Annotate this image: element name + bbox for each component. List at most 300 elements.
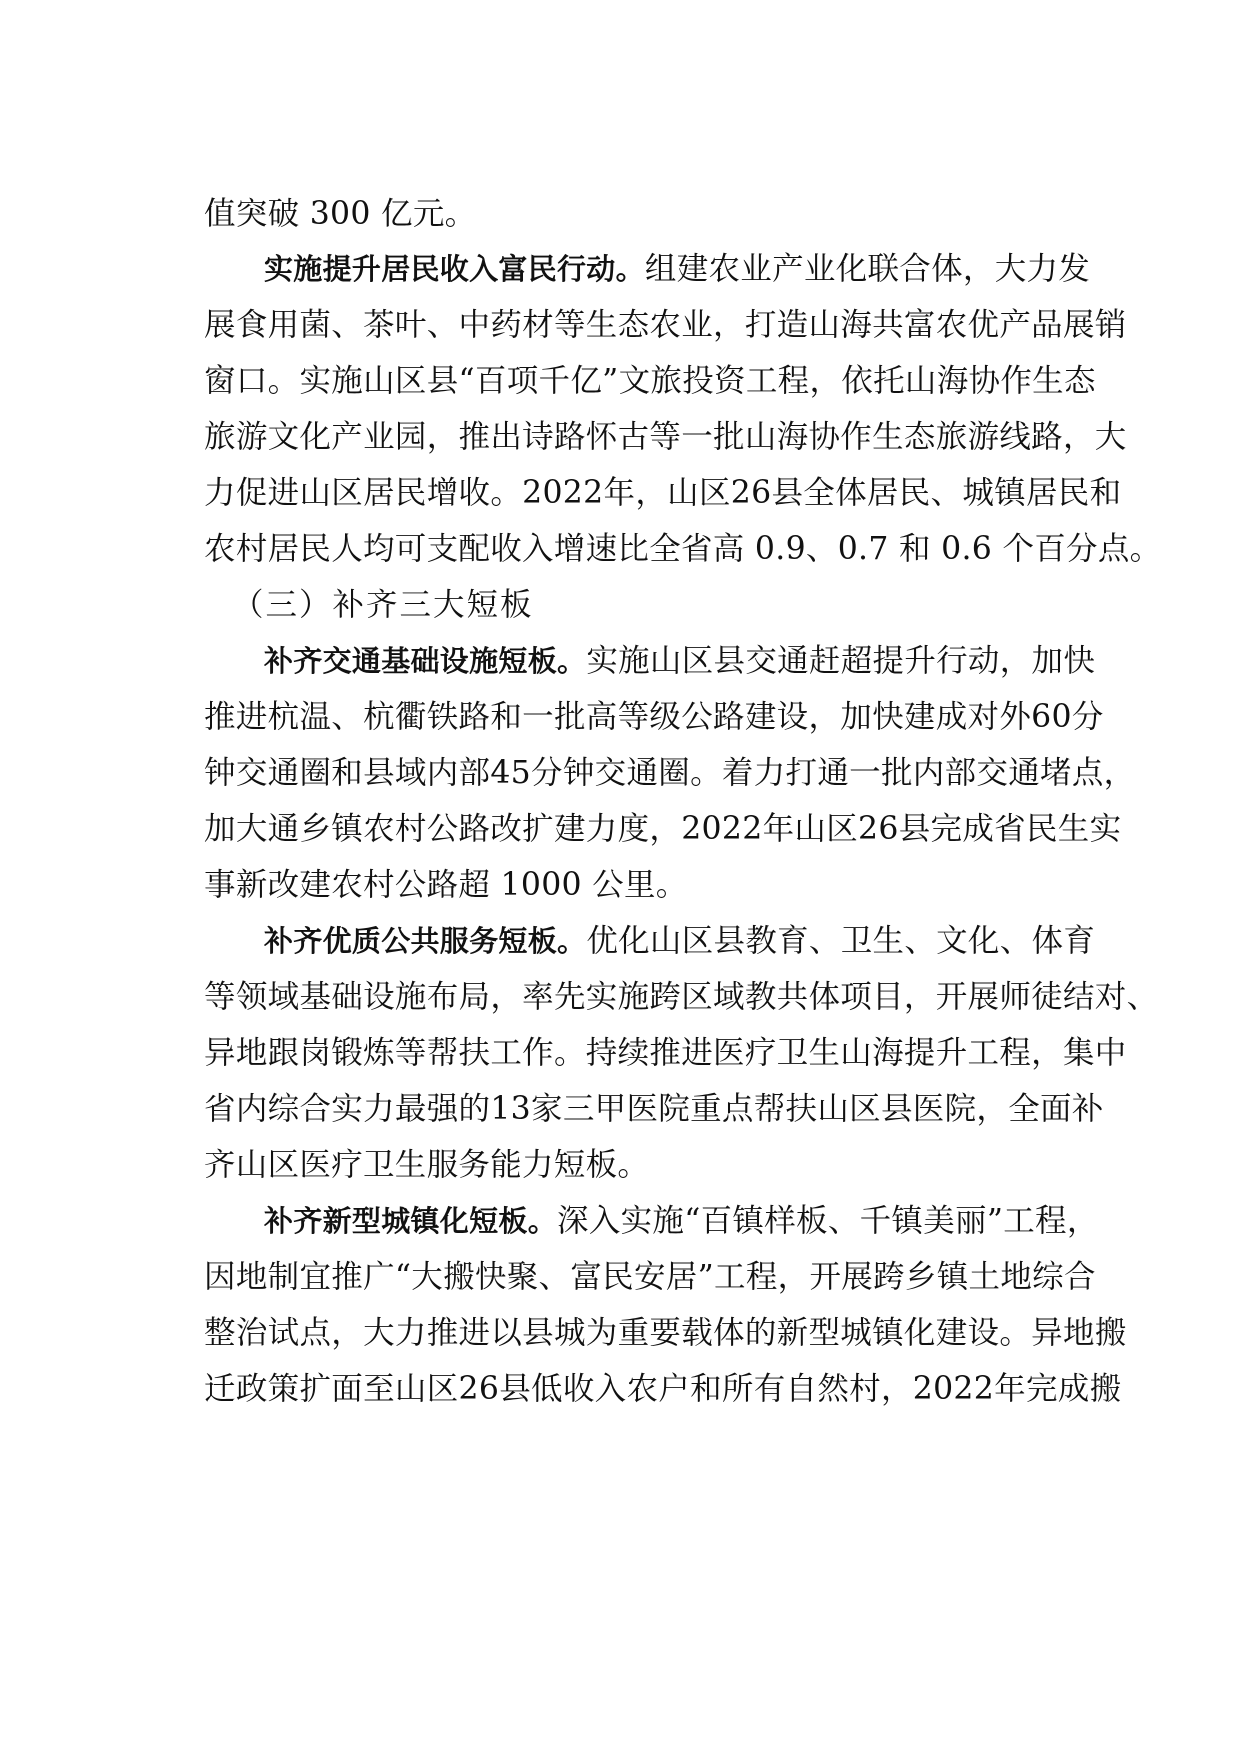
glyph: 、 [1126,979,1159,1015]
glyph: 态 [1063,363,1096,399]
glyph: 新 [776,1315,809,1351]
glyph: 有 [753,1371,786,1407]
text-segment: 实施山区县交通赶超提升行动，加快 [586,643,1096,679]
glyph: 领 [235,979,268,1015]
glyph: 化 [299,419,332,455]
glyph: 搬 [1094,1315,1127,1351]
glyph: 工 [967,1035,1000,1071]
glyph: 温 [299,699,332,735]
glyph: 杭 [267,699,300,735]
glyph: 所 [721,1371,754,1407]
glyph: 杭 [363,699,395,735]
glyph: 通 [267,755,300,791]
glyph: 成 [962,811,995,847]
glyph: 家 [531,1091,563,1127]
glyph: 师 [999,979,1032,1015]
text-segment: 深入实施“百镇样板、千镇美丽”工程， [557,1203,1099,1239]
glyph: 作 [840,419,873,455]
glyph: 医 [912,1091,945,1127]
glyph: 实 [299,363,332,399]
glyph: 进 [267,475,300,511]
glyph: “ [458,363,475,399]
glyph: ， [1103,755,1136,791]
glyph: 三 [562,1091,595,1127]
glyph: 态 [617,307,650,343]
glyph: 建 [744,699,777,735]
glyph: 内 [235,1091,268,1127]
glyph: 销 [1094,307,1127,343]
glyph: 率 [522,979,554,1015]
glyph: 民 [602,1259,634,1295]
glyph: 岗 [299,1035,332,1071]
glyph: 工 [490,1035,523,1071]
glyph: 县 [363,755,395,791]
text-segment: 组建农业产业化联合体，大力发 [644,251,1091,287]
glyph: 山 [808,307,841,343]
glyph: 铁 [426,699,459,735]
glyph: 批 [553,699,586,735]
glyph: 打 [744,307,777,343]
glyph: 文 [618,363,651,399]
glyph: 地 [235,1035,268,1071]
glyph: 搬 [1089,1371,1122,1407]
glyph: 加 [840,699,873,735]
glyph: 和 [690,1371,722,1407]
glyph: 2022 [522,475,604,511]
glyph: 山 [817,1091,850,1127]
glyph: 区 [698,475,731,511]
glyph: 体 [808,979,841,1015]
glyph: 县 [771,475,804,511]
glyph: 县 [426,363,459,399]
text-line [204,417,1127,457]
glyph: 异 [1031,1315,1063,1351]
glyph: 安 [633,1259,666,1295]
glyph: 。 [267,363,300,399]
glyph: 域 [267,979,300,1015]
paragraph-lead-title: 补齐优质公共服务短板。 [264,924,587,958]
glyph: 等 [553,307,586,343]
glyph: 业 [363,419,395,455]
glyph: 集 [1062,1035,1095,1071]
glyph: 民 [1025,811,1058,847]
glyph: 推 [331,1259,364,1295]
paragraph-first-line [264,921,1096,961]
glyph: 合 [299,1091,332,1127]
glyph: 生 [808,1035,841,1071]
glyph: 体 [713,1315,745,1351]
glyph: 提 [903,1035,936,1071]
glyph: 建 [553,811,586,847]
glyph: 力 [753,755,786,791]
glyph: 年 [762,811,795,847]
glyph: 础 [331,979,364,1015]
glyph: 完 [930,811,963,847]
text-line: 值突破 300 亿元。 [204,196,477,232]
paragraph-first-line [264,641,1096,681]
glyph: 山 [904,363,937,399]
glyph: 26 [458,1371,500,1407]
glyph: 26 [858,811,899,847]
glyph: 公 [681,699,713,735]
glyph: 载 [681,1315,713,1351]
glyph: 促 [235,475,268,511]
glyph: 补 [1071,1091,1104,1127]
glyph: 局 [458,979,491,1015]
glyph: 。 [690,755,722,791]
glyph: 推 [649,1035,682,1071]
text-line: 事新改建农村公路超 1000 公里。 [204,867,688,903]
glyph: 部 [458,755,491,791]
glyph: ， [1031,1035,1063,1071]
glyph: 。 [999,1315,1032,1351]
text-line: 齐山区医疗卫生服务能力短板。 [204,1147,650,1183]
glyph: 和 [331,755,364,791]
glyph: 部 [944,755,977,791]
glyph: 区 [331,475,364,511]
glyph: 广 [363,1259,395,1295]
glyph: 生 [1032,363,1064,399]
glyph: ， [903,979,936,1015]
glyph: 聚 [506,1259,539,1295]
text-line [204,305,1127,345]
glyph: 亿 [570,363,603,399]
glyph: 工 [745,363,778,399]
glyph: 批 [880,755,913,791]
glyph: 居 [1025,475,1058,511]
section-heading: （三）补齐三大短板 [232,587,534,623]
glyph: 对 [967,699,1000,735]
glyph: 化 [903,1315,936,1351]
glyph: 产 [331,419,364,455]
glyph: 农 [649,307,682,343]
glyph: “ [394,1259,412,1295]
glyph: 省 [204,1091,236,1127]
glyph: 、 [331,699,364,735]
glyph: 、 [331,307,364,343]
glyph: 卫 [776,1035,809,1071]
glyph: 基 [299,979,332,1015]
glyph: 进 [681,1035,713,1071]
glyph: 力 [585,811,618,847]
glyph: 程 [999,1035,1032,1071]
glyph: 工 [714,1259,746,1295]
glyph: 地 [235,1259,268,1295]
glyph: 乡 [904,1259,937,1295]
glyph: ， [331,1315,364,1351]
glyph: 炼 [363,1035,395,1071]
glyph: 搬 [443,1259,475,1295]
glyph: 区 [826,811,858,847]
glyph: 圈 [299,755,332,791]
glyph: 设 [776,699,809,735]
glyph: 施 [617,979,650,1015]
text-line [204,753,1136,793]
text-line [204,361,1096,401]
glyph: 为 [585,1315,618,1351]
glyph: 交 [235,755,268,791]
glyph: 甲 [594,1091,627,1127]
glyph: 院 [658,1091,691,1127]
glyph: 帮 [426,1035,459,1071]
glyph: 叶 [394,307,427,343]
glyph: 镇 [331,811,364,847]
glyph: 海 [840,307,873,343]
glyph: 制 [267,1259,300,1295]
glyph: 窗 [204,363,236,399]
glyph: 26 [730,475,772,511]
glyph: 改 [490,811,523,847]
glyph: 造 [776,307,809,343]
glyph: 面 [331,1371,364,1407]
glyph: 园 [394,419,427,455]
glyph: 大 [1094,419,1127,455]
glyph: 项 [840,979,873,1015]
glyph: 持 [585,1035,618,1071]
glyph: 千 [538,363,571,399]
glyph: 跨 [873,1259,905,1295]
glyph: 自 [785,1371,818,1407]
text-line [204,977,1159,1017]
glyph: 程 [777,363,810,399]
glyph: 路 [1031,419,1063,455]
glyph: ” [602,363,619,399]
glyph: ” [697,1259,714,1295]
glyph: 体 [835,475,867,511]
glyph: ， [1062,419,1095,455]
glyph: 通 [1008,755,1040,791]
glyph: 富 [903,307,936,343]
glyph: 锻 [331,1035,364,1071]
glyph: 力 [204,475,236,511]
glyph: 民 [898,475,931,511]
glyph: 合 [1063,1259,1096,1295]
text-line [204,1313,1127,1353]
glyph: 度 [617,811,650,847]
glyph: 异 [204,1035,236,1071]
glyph: 区 [394,363,427,399]
glyph: 镇 [936,1259,969,1295]
glyph: 级 [649,699,682,735]
glyph: 土 [968,1259,1001,1295]
glyph: 对 [1094,979,1127,1015]
glyph: 海 [872,1035,904,1071]
glyph: 作 [1000,363,1033,399]
glyph: 生 [585,307,618,343]
glyph: 材 [522,307,554,343]
glyph: 、 [538,1259,571,1295]
glyph: 综 [267,1091,300,1127]
glyph: 菌 [299,307,332,343]
glyph: 民 [394,475,427,511]
glyph: 面 [1040,1091,1072,1127]
glyph: 帮 [753,1091,786,1127]
glyph: 跨 [649,979,682,1015]
glyph: 因 [204,1259,236,1295]
glyph: 域 [394,755,427,791]
glyph: 试 [267,1315,300,1351]
glyph: 县 [499,1371,531,1407]
glyph: 以 [490,1315,523,1351]
glyph: 口 [235,363,268,399]
glyph: 线 [999,419,1032,455]
glyph: 和 [490,699,523,735]
glyph: ， [808,699,841,735]
glyph: 批 [713,419,745,455]
glyph: 打 [785,755,818,791]
glyph: 山 [363,363,395,399]
glyph: ， [976,1091,1009,1127]
glyph: 户 [658,1371,691,1407]
glyph: 山 [794,811,827,847]
glyph: 山 [299,475,332,511]
glyph: 镇 [994,475,1026,511]
glyph: 外 [999,699,1032,735]
glyph: 城 [962,475,995,511]
glyph: 中 [1094,1035,1127,1071]
glyph: 大 [235,811,268,847]
glyph: 施 [394,979,427,1015]
paragraph-first-line [264,249,1091,289]
glyph: 点 [721,1091,754,1127]
glyph: 业 [681,307,713,343]
glyph: 医 [626,1091,659,1127]
glyph: 旅 [935,419,968,455]
glyph: 结 [1062,979,1095,1015]
glyph: 扩 [299,1371,332,1407]
glyph: 展 [967,979,1000,1015]
glyph: 通 [267,811,300,847]
glyph: 等 [204,979,236,1015]
glyph: 扶 [785,1091,818,1127]
glyph: 通 [817,755,850,791]
paragraph-first-line [264,1201,1099,1241]
glyph: 等 [649,419,682,455]
glyph: ， [809,363,842,399]
glyph: 快 [872,699,904,735]
glyph: 型 [808,1315,841,1351]
glyph: 展 [841,1259,874,1295]
glyph: 游 [967,419,1000,455]
glyph: 大 [411,1259,444,1295]
glyph: ， [649,811,682,847]
glyph: 域 [713,979,745,1015]
glyph: 等 [394,1035,427,1071]
glyph: 、 [930,475,963,511]
glyph: 至 [363,1371,395,1407]
glyph: 建 [935,1315,968,1351]
glyph: 大 [363,1315,395,1351]
glyph: 收 [458,475,491,511]
glyph: 茶 [363,307,395,343]
glyph: 交 [976,755,1009,791]
glyph: 区 [849,1091,881,1127]
glyph: 产 [999,307,1032,343]
glyph: 的 [744,1315,777,1351]
glyph: ， [777,1259,810,1295]
glyph: 游 [235,419,268,455]
glyph: 政 [235,1371,268,1407]
glyph: 完 [1025,1371,1058,1407]
glyph: 疗 [744,1035,777,1071]
glyph: 居 [363,475,395,511]
glyph: 海 [936,363,969,399]
glyph: 快 [474,1259,507,1295]
glyph: 城 [840,1315,873,1351]
glyph: 居 [866,475,899,511]
glyph: 一 [681,419,713,455]
text-line [204,697,1104,737]
glyph: 力 [394,1315,427,1351]
glyph: 和 [1089,475,1122,511]
glyph: 山 [840,1035,873,1071]
glyph: 跟 [267,1035,300,1071]
glyph: 民 [1057,475,1090,511]
glyph: 资 [714,363,746,399]
glyph: 程 [745,1259,778,1295]
glyph: 实 [331,1091,364,1127]
glyph: 衢 [394,699,427,735]
glyph: 优 [967,307,1000,343]
glyph: 共 [872,307,904,343]
glyph: 综 [1032,1259,1064,1295]
glyph: 扩 [522,811,554,847]
glyph: 实 [1089,811,1122,847]
glyph: 然 [817,1371,850,1407]
glyph: 居 [665,1259,698,1295]
paragraph-lead-title: 补齐新型城镇化短板。 [264,1204,558,1238]
glyph: 开 [935,979,968,1015]
glyph: 钟 [204,755,236,791]
glyph: 路 [458,699,491,735]
glyph: 、 [426,307,459,343]
glyph: 45 [490,755,531,791]
glyph: 地 [1062,1315,1095,1351]
glyph: 设 [363,979,395,1015]
glyph: 年 [994,1371,1026,1407]
glyph: 路 [713,699,745,735]
glyph: 建 [903,699,936,735]
glyph: 等 [617,699,650,735]
glyph: 协 [968,363,1001,399]
glyph: 开 [809,1259,842,1295]
glyph: 钟 [562,755,595,791]
glyph: 区 [426,1371,459,1407]
glyph: 县 [880,1091,913,1127]
glyph: 升 [935,1035,968,1071]
glyph: ， [490,979,523,1015]
glyph: 城 [553,1315,586,1351]
glyph: 。 [553,1035,586,1071]
glyph: 路 [553,419,586,455]
glyph: 态 [903,419,936,455]
glyph: 。 [490,475,523,511]
glyph: 年 [603,475,636,511]
glyph: 诗 [522,419,554,455]
glyph: 项 [506,363,539,399]
glyph: 的 [458,1091,491,1127]
paragraph-lead-title: 补齐交通基础设施短板。 [264,644,587,678]
glyph: 路 [458,811,491,847]
glyph: 堵 [1040,755,1072,791]
glyph: 省 [994,811,1026,847]
glyph: 增 [426,475,459,511]
text-line [204,473,1122,513]
text-line [204,1257,1096,1297]
glyph: 乡 [299,811,332,847]
glyph: 协 [808,419,841,455]
glyph: 一 [522,699,554,735]
